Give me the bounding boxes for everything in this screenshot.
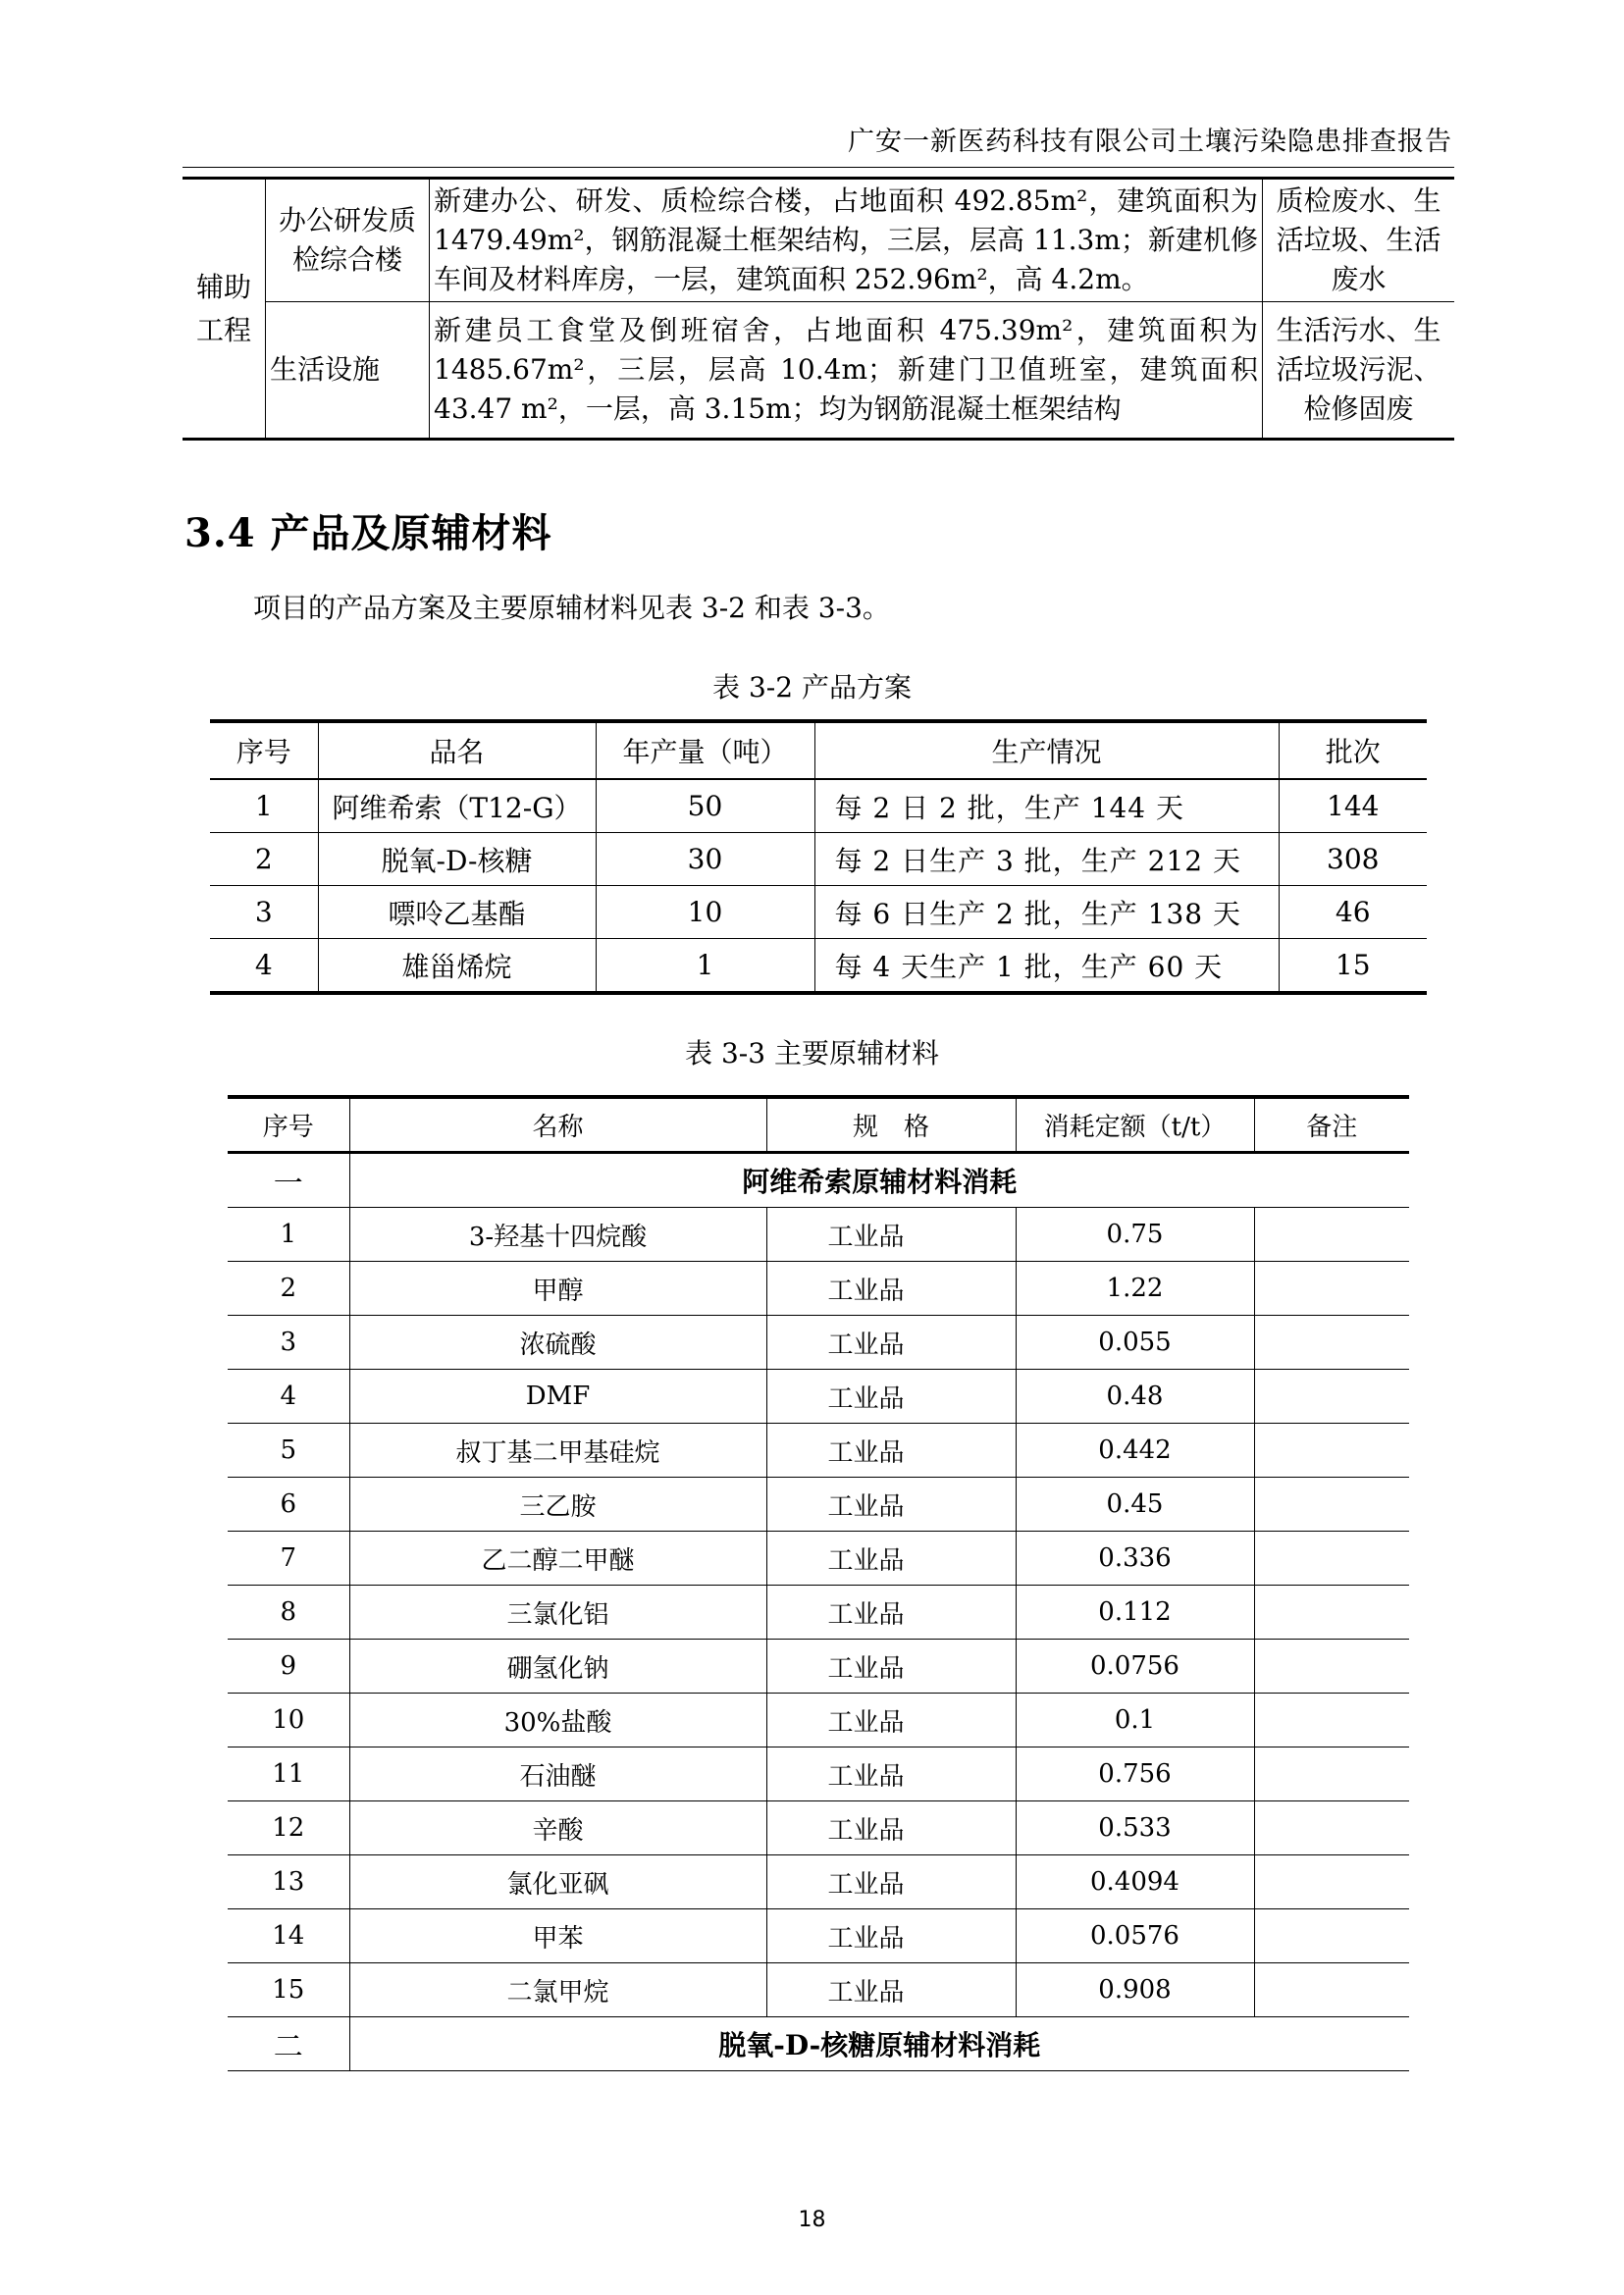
cell-index: 9	[228, 1640, 349, 1694]
cell-remark	[1254, 1909, 1409, 1963]
cell-index: 10	[228, 1694, 349, 1747]
table-row	[210, 886, 1427, 939]
raw-materials-table	[228, 1095, 1409, 2071]
table-row	[228, 1909, 1409, 1963]
group-title: 脱氧-D-核糖原辅材料消耗	[349, 2017, 1409, 2071]
cell-material: 三氯化铝	[349, 1586, 766, 1640]
column-header: 序号	[228, 1097, 349, 1153]
cell-index: 5	[228, 1424, 349, 1478]
cell-output: 50	[596, 779, 814, 833]
cell-index: 14	[228, 1909, 349, 1963]
table-row	[210, 833, 1427, 886]
cell-batches: 144	[1279, 779, 1427, 833]
cell-index: 4	[228, 1370, 349, 1424]
cell-remark	[1254, 1424, 1409, 1478]
category-cell: 辅助工程	[183, 179, 266, 440]
cell-index: 3	[228, 1316, 349, 1370]
cell-material: 3-羟基十四烷酸	[349, 1208, 766, 1262]
cell-spec: 工业品	[766, 1532, 1016, 1586]
cell-spec: 工业品	[766, 1855, 1016, 1909]
cell-quota: 0.45	[1016, 1478, 1254, 1532]
cell-production: 每 4 天生产 1 批，生产 60 天	[814, 939, 1279, 994]
cell-remark	[1254, 1586, 1409, 1640]
facility-description: 新建员工食堂及倒班宿舍，占地面积 475.39m²，建筑面积为 1485.67m²，三层，层高 10.4m；新建门卫值班室，建筑面积 43.47 m²，一层，高 3.15m；均为钢筋混凝土框架结构	[430, 302, 1263, 440]
group-index: 二	[228, 2017, 349, 2071]
column-header: 规 格	[766, 1097, 1016, 1153]
facility-name: 生活设施	[266, 302, 430, 440]
cell-quota: 0.75	[1016, 1208, 1254, 1262]
table-row	[228, 1963, 1409, 2017]
cell-quota: 1.22	[1016, 1262, 1254, 1316]
product-plan-table	[210, 719, 1427, 995]
cell-remark	[1254, 1532, 1409, 1586]
cell-production: 每 2 日 2 批，生产 144 天	[814, 779, 1279, 833]
table-row	[228, 1747, 1409, 1801]
cell-product: 阿维希索（T12-G）	[318, 779, 596, 833]
column-header: 批次	[1279, 721, 1427, 779]
table-row	[228, 1532, 1409, 1586]
cell-quota: 0.0756	[1016, 1640, 1254, 1694]
cell-spec: 工业品	[766, 1586, 1016, 1640]
cell-quota: 0.908	[1016, 1963, 1254, 2017]
cell-product: 雄甾烯烷	[318, 939, 596, 994]
cell-spec: 工业品	[766, 1424, 1016, 1478]
table-row	[210, 779, 1427, 833]
cell-material: 30%盐酸	[349, 1694, 766, 1747]
cell-remark	[1254, 1370, 1409, 1424]
cell-index: 2	[228, 1262, 349, 1316]
facility-name: 办公研发质检综合楼	[266, 179, 430, 302]
cell-production: 每 2 日生产 3 批，生产 212 天	[814, 833, 1279, 886]
header-rule	[183, 167, 1454, 168]
cell-material: 氯化亚砜	[349, 1855, 766, 1909]
cell-index: 8	[228, 1586, 349, 1640]
cell-quota: 0.112	[1016, 1586, 1254, 1640]
cell-batches: 46	[1279, 886, 1427, 939]
cell-batches: 15	[1279, 939, 1427, 994]
cell-index: 3	[210, 886, 318, 939]
cell-index: 15	[228, 1963, 349, 2017]
cell-spec: 工业品	[766, 1801, 1016, 1855]
cell-remark	[1254, 1694, 1409, 1747]
cell-index: 7	[228, 1532, 349, 1586]
cell-material: 二氯甲烷	[349, 1963, 766, 2017]
column-header: 品名	[318, 721, 596, 779]
table-row	[228, 1586, 1409, 1640]
cell-index: 1	[210, 779, 318, 833]
facility-pollutants: 质检废水、生活垃圾、生活废水	[1263, 179, 1455, 302]
table-row	[228, 1478, 1409, 1532]
cell-output: 1	[596, 939, 814, 994]
table-row	[228, 1694, 1409, 1747]
cell-quota: 0.756	[1016, 1747, 1254, 1801]
cell-material: DMF	[349, 1370, 766, 1424]
cell-index: 12	[228, 1801, 349, 1855]
group-row	[228, 2017, 1409, 2071]
cell-remark	[1254, 1316, 1409, 1370]
cell-index: 1	[228, 1208, 349, 1262]
cell-spec: 工业品	[766, 1370, 1016, 1424]
cell-material: 浓硫酸	[349, 1316, 766, 1370]
section-title: 3.4 产品及原辅材料	[184, 510, 552, 556]
cell-remark	[1254, 1963, 1409, 2017]
cell-quota: 0.1	[1016, 1694, 1254, 1747]
group-index: 一	[228, 1153, 349, 1208]
cell-product: 嘌呤乙基酯	[318, 886, 596, 939]
cell-production: 每 6 日生产 2 批，生产 138 天	[814, 886, 1279, 939]
page-header-title: 广安一新医药科技有限公司土壤污染隐患排查报告	[848, 127, 1452, 157]
cell-spec: 工业品	[766, 1640, 1016, 1694]
table-header-row	[210, 721, 1427, 779]
cell-material: 甲醇	[349, 1262, 766, 1316]
cell-material: 石油醚	[349, 1747, 766, 1801]
cell-material: 叔丁基二甲基硅烷	[349, 1424, 766, 1478]
group-title: 阿维希索原辅材料消耗	[349, 1153, 1409, 1208]
cell-index: 11	[228, 1747, 349, 1801]
cell-output: 10	[596, 886, 814, 939]
table-3-3-caption: 表 3-3 主要原辅材料	[685, 1037, 939, 1069]
table-header-row	[228, 1097, 1409, 1153]
cell-material: 乙二醇二甲醚	[349, 1532, 766, 1586]
cell-index: 4	[210, 939, 318, 994]
table-row	[228, 1208, 1409, 1262]
table-row	[210, 939, 1427, 994]
cell-spec: 工业品	[766, 1478, 1016, 1532]
auxiliary-works-table	[183, 177, 1454, 441]
cell-quota: 0.055	[1016, 1316, 1254, 1370]
group-row	[228, 1153, 1409, 1208]
cell-index: 6	[228, 1478, 349, 1532]
table-row	[228, 1370, 1409, 1424]
table-row	[183, 302, 1454, 440]
cell-quota: 0.533	[1016, 1801, 1254, 1855]
intro-paragraph: 项目的产品方案及主要原辅材料见表 3-2 和表 3-3。	[253, 592, 890, 624]
cell-remark	[1254, 1801, 1409, 1855]
cell-remark	[1254, 1640, 1409, 1694]
cell-index: 2	[210, 833, 318, 886]
cell-spec: 工业品	[766, 1747, 1016, 1801]
cell-spec: 工业品	[766, 1316, 1016, 1370]
cell-remark	[1254, 1478, 1409, 1532]
column-header: 备注	[1254, 1097, 1409, 1153]
page-number: 18	[798, 2208, 826, 2232]
table-row	[228, 1801, 1409, 1855]
cell-product: 脱氧-D-核糖	[318, 833, 596, 886]
cell-spec: 工业品	[766, 1694, 1016, 1747]
column-header: 名称	[349, 1097, 766, 1153]
column-header: 年产量（吨）	[596, 721, 814, 779]
column-header: 生产情况	[814, 721, 1279, 779]
cell-spec: 工业品	[766, 1262, 1016, 1316]
cell-remark	[1254, 1208, 1409, 1262]
cell-quota: 0.48	[1016, 1370, 1254, 1424]
table-3-2-caption: 表 3-2 产品方案	[712, 671, 912, 704]
cell-material: 三乙胺	[349, 1478, 766, 1532]
cell-material: 甲苯	[349, 1909, 766, 1963]
cell-batches: 308	[1279, 833, 1427, 886]
column-header: 消耗定额（t/t）	[1016, 1097, 1254, 1153]
cell-material: 硼氢化钠	[349, 1640, 766, 1694]
column-header: 序号	[210, 721, 318, 779]
cell-index: 13	[228, 1855, 349, 1909]
cell-quota: 0.0576	[1016, 1909, 1254, 1963]
cell-output: 30	[596, 833, 814, 886]
cell-material: 辛酸	[349, 1801, 766, 1855]
cell-remark	[1254, 1747, 1409, 1801]
facility-pollutants: 生活污水、生活垃圾污泥、检修固废	[1263, 302, 1455, 440]
table-row	[228, 1640, 1409, 1694]
cell-remark	[1254, 1855, 1409, 1909]
table-row	[183, 179, 1454, 302]
table-row	[228, 1855, 1409, 1909]
cell-quota: 0.336	[1016, 1532, 1254, 1586]
cell-spec: 工业品	[766, 1208, 1016, 1262]
cell-remark	[1254, 1262, 1409, 1316]
cell-spec: 工业品	[766, 1909, 1016, 1963]
facility-description: 新建办公、研发、质检综合楼，占地面积 492.85m²，建筑面积为 1479.49m²，钢筋混凝土框架结构，三层，层高 11.3m；新建机修车间及材料库房，一层，建筑面积 252.96m²，高 4.2m。	[430, 179, 1263, 302]
table-row	[228, 1262, 1409, 1316]
cell-quota: 0.4094	[1016, 1855, 1254, 1909]
cell-quota: 0.442	[1016, 1424, 1254, 1478]
table-row	[228, 1424, 1409, 1478]
table-row	[228, 1316, 1409, 1370]
cell-spec: 工业品	[766, 1963, 1016, 2017]
